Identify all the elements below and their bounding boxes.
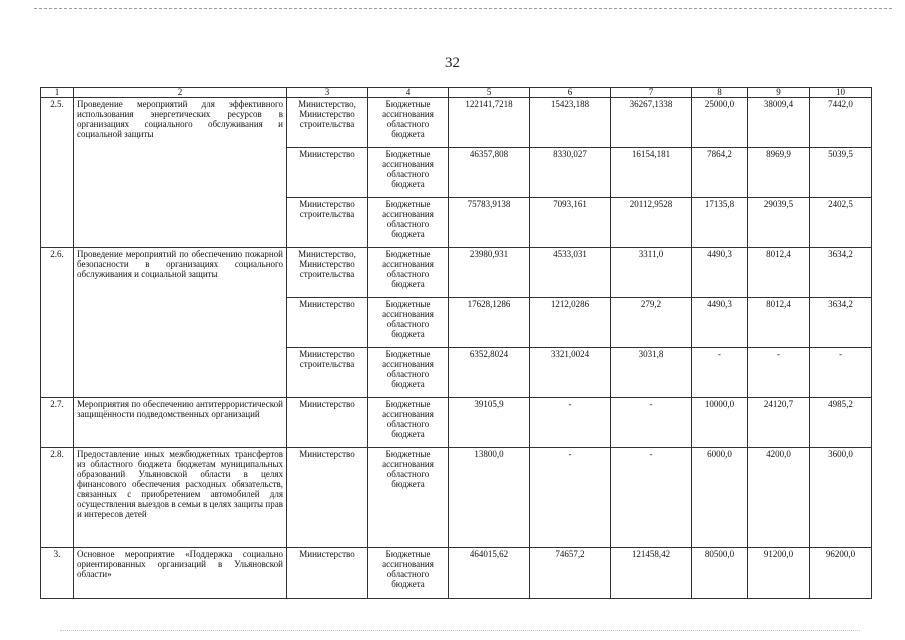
source-cell: Бюджетные ассигнования областного бюджета	[368, 248, 449, 298]
value-cell: 74657,2	[530, 548, 611, 599]
value-cell: 4490,3	[692, 248, 748, 298]
ministry-cell: Министерство, Министерство строительства	[287, 248, 368, 298]
value-cell: 2402,5	[810, 198, 872, 248]
source-cell: Бюджетные ассигнования областного бюджета	[368, 548, 449, 599]
value-cell: 36267,1338	[611, 98, 692, 148]
value-cell: 20112,9528	[611, 198, 692, 248]
value-cell: 91200,0	[748, 548, 810, 599]
page-number: 32	[445, 55, 460, 71]
value-cell: 3311,0	[611, 248, 692, 298]
value-cell: 8969,9	[748, 148, 810, 198]
value-cell: 6000,0	[692, 448, 748, 548]
ministry-cell: Министерство	[287, 448, 368, 548]
source-cell: Бюджетные ассигнования областного бюджета	[368, 98, 449, 148]
header-cell: 8	[692, 88, 748, 98]
ministry-cell: Министерство	[287, 548, 368, 599]
value-cell: 6352,8024	[449, 348, 530, 398]
source-cell: Бюджетные ассигнования областного бюджета	[368, 198, 449, 248]
value-cell: 23980,931	[449, 248, 530, 298]
value-cell: 3031,8	[611, 348, 692, 398]
source-cell: Бюджетные ассигнования областного бюджета	[368, 398, 449, 448]
table-row	[41, 398, 872, 448]
value-cell: 24120,7	[748, 398, 810, 448]
header-cell: 7	[611, 88, 692, 98]
ministry-cell: Министерство строительства	[287, 348, 368, 398]
table-header-row	[41, 88, 872, 98]
value-cell: 121458,42	[611, 548, 692, 599]
value-cell: 8012,4	[748, 248, 810, 298]
item-name: Мероприятия по обеспечению антитеррористической защищённости подведомственных организаций	[74, 398, 287, 448]
value-cell: -	[810, 348, 872, 398]
header-cell: 10	[810, 88, 872, 98]
budget-table	[40, 87, 872, 599]
item-name: Основное мероприятие «Поддержка социально ориентированных организаций в Ульяновской области»	[74, 548, 287, 599]
header-cell: 9	[748, 88, 810, 98]
value-cell: 4200,0	[748, 448, 810, 548]
header-cell: 3	[287, 88, 368, 98]
value-cell: 10000,0	[692, 398, 748, 448]
ministry-cell: Министерство	[287, 398, 368, 448]
value-cell: 46357,808	[449, 148, 530, 198]
value-cell: 75783,9138	[449, 198, 530, 248]
header-cell: 4	[368, 88, 449, 98]
value-cell: -	[611, 448, 692, 548]
value-cell: 3634,2	[810, 248, 872, 298]
value-cell: 8012,4	[748, 298, 810, 348]
item-number: 3.	[41, 548, 74, 599]
value-cell: 29039,5	[748, 198, 810, 248]
value-cell: -	[748, 348, 810, 398]
value-cell: 39105,9	[449, 398, 530, 448]
header-cell: 2	[74, 88, 287, 98]
value-cell: 4490,3	[692, 298, 748, 348]
source-cell: Бюджетные ассигнования областного бюджета	[368, 298, 449, 348]
ministry-cell: Министерство	[287, 298, 368, 348]
value-cell: 17628,1286	[449, 298, 530, 348]
value-cell: 5039,5	[810, 148, 872, 198]
value-cell: 25000,0	[692, 98, 748, 148]
value-cell: 15423,188	[530, 98, 611, 148]
ministry-cell: Министерство, Министерство строительства	[287, 98, 368, 148]
header-cell: 6	[530, 88, 611, 98]
table-row	[41, 448, 872, 548]
value-cell: 4985,2	[810, 398, 872, 448]
value-cell: 3634,2	[810, 298, 872, 348]
item-name: Проведение мероприятий по обеспечению пожарной безопасности в организациях социального обслуживания и социальной защиты	[74, 248, 287, 398]
value-cell: -	[611, 398, 692, 448]
table-row	[41, 548, 872, 599]
ministry-cell: Министерство	[287, 148, 368, 198]
value-cell: 3600,0	[810, 448, 872, 548]
value-cell: 96200,0	[810, 548, 872, 599]
value-cell: 464015,62	[449, 548, 530, 599]
table-row	[41, 98, 872, 148]
header-cell: 1	[41, 88, 74, 98]
value-cell: 279,2	[611, 298, 692, 348]
value-cell: -	[530, 398, 611, 448]
value-cell: -	[692, 348, 748, 398]
value-cell: 7093,161	[530, 198, 611, 248]
source-cell: Бюджетные ассигнования областного бюджета	[368, 448, 449, 548]
header-cell: 5	[449, 88, 530, 98]
source-cell: Бюджетные ассигнования областного бюджета	[368, 348, 449, 398]
value-cell: -	[530, 448, 611, 548]
value-cell: 4533,031	[530, 248, 611, 298]
value-cell: 80500,0	[692, 548, 748, 599]
item-name: Проведение мероприятий для эффективного использования энергетических ресурсов в организациях социального обслуживания и социальной защиты	[74, 98, 287, 248]
source-cell: Бюджетные ассигнования областного бюджета	[368, 148, 449, 198]
ministry-cell: Министерство строительства	[287, 198, 368, 248]
value-cell: 3321,0024	[530, 348, 611, 398]
value-cell: 17135,8	[692, 198, 748, 248]
item-number: 2.6.	[41, 248, 74, 398]
top-dashed-line	[34, 8, 892, 9]
item-name: Предоставление иных межбюджетных трансфертов из областного бюджета бюджетам муниципальных образований Ульяновской области в целях финансового обеспечения расходных обязательств, связанных с приобретением автомобилей для осуществления выездов в семьи в целях защиты прав и интересов детей	[74, 448, 287, 548]
value-cell: 122141,7218	[449, 98, 530, 148]
item-number: 2.5.	[41, 98, 74, 248]
value-cell: 8330,027	[530, 148, 611, 198]
value-cell: 1212,0286	[530, 298, 611, 348]
item-number: 2.8.	[41, 448, 74, 548]
item-number: 2.7.	[41, 398, 74, 448]
value-cell: 13800,0	[449, 448, 530, 548]
value-cell: 7864,2	[692, 148, 748, 198]
bottom-scan-dots	[60, 630, 860, 631]
value-cell: 7442,0	[810, 98, 872, 148]
value-cell: 16154,181	[611, 148, 692, 198]
value-cell: 38009,4	[748, 98, 810, 148]
table-row	[41, 248, 872, 298]
